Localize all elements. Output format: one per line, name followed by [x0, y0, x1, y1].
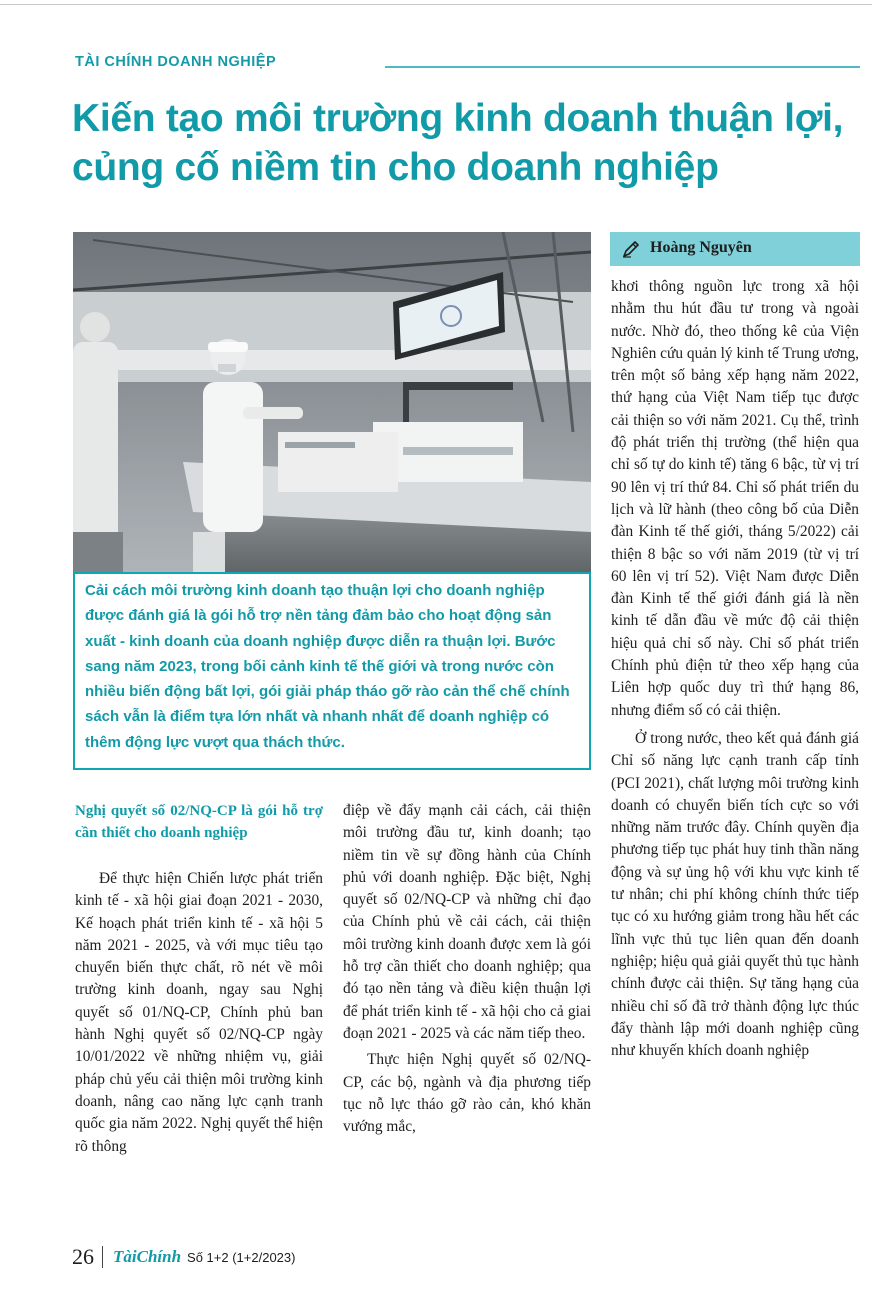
- col3-paragraph-2: Ở trong nước, theo kết quả đánh giá Chỉ số năng lực cạnh tranh cấp tỉnh (PCI 2021), chất lượng môi trường kinh doanh có chuyển biến tích cực so với những năm trước đây. Chính quyền địa phương tiếp tục phát huy tinh thần năng động và sự ủng hộ với khu vực kinh tế tư nhân; chi phí không chính thức tiếp tục có xu hướng giảm trong hầu hết các lĩnh vực thủ tục liên quan đến doanh nghiệp; hiệu quả giải quyết thủ tục hành chính được cải thiện. Sự tăng hạng của nhiều chỉ số đã trở thành động lực thúc đẩy thành lập mới doanh nghiệp cũng như khuyến khích doanh nghiệp: [611, 729, 859, 1060]
- author-box: [610, 232, 860, 266]
- magazine-logo: TàiChính: [113, 1247, 182, 1266]
- col2-paragraph-2: Thực hiện Nghị quyết số 02/NQ-CP, các bộ, ngành và địa phương tiếp tục nỗ lực tháo gỡ rào cản, khó khăn vướng mắc,: [343, 1051, 591, 1136]
- factory-photo: [73, 232, 591, 574]
- lede-box: [73, 572, 591, 770]
- title-line-2: củng cố niềm tin cho doanh nghiệp: [72, 146, 719, 189]
- footer-divider: [102, 1246, 103, 1268]
- issue-number: Số 1+2 (1+2/2023): [187, 1249, 296, 1265]
- column-2: [343, 800, 591, 1138]
- column-3: [611, 276, 859, 1062]
- page-number: 26: [72, 1244, 94, 1269]
- page-footer: [72, 1242, 295, 1272]
- column-1: [75, 868, 323, 1158]
- title-line-1: Kiến tạo môi trường kinh doanh thuận lợi,: [72, 97, 844, 140]
- pen-icon: [622, 240, 640, 258]
- author-name: Hoàng Nguyên: [650, 239, 752, 256]
- col2-paragraph-1: điệp về đẩy mạnh cải cách, cải thiện môi trường đầu tư, kinh doanh; tạo niềm tin về sự đồng hành của Chính phủ với doanh nghiệp. Đặc biệt, Nghị quyết số 02/NQ-CP và những chỉ đạo của Chính phủ về cải cách, cải thiện môi trường kinh doanh được xem là gói hỗ trợ cần thiết cho doanh nghiệp; qua đó tạo nền tảng và điều kiện thuận lợi để phát triển kinh tế - xã hội cho cả giai đoạn 2021 - 2025 và các năm tiếp theo.: [343, 802, 591, 1042]
- lede-text: Cải cách môi trường kinh doanh tạo thuận lợi cho doanh nghiệp được đánh giá là gói hỗ trợ nền tảng đảm bảo cho hoạt động sản xuất - kinh doanh của doanh nghiệp được diễn ra thuận lợi. Bước sang năm 2023, trong bối cảnh kinh tế thế giới và trong nước còn nhiều biến động bất lợi, gói giải pháp tháo gỡ rào cản thể chế chính sách vẫn là điểm tựa lớn nhất và nhanh nhất để doanh nghiệp có thêm động lực vượt qua thách thức.: [85, 582, 570, 751]
- subheading: Nghị quyết số 02/NQ-CP là gói hỗ trợ cần thiết cho doanh nghiệp: [75, 803, 323, 841]
- col1-paragraph-1: Để thực hiện Chiến lược phát triển kinh tế - xã hội giai đoạn 2021 - 2030, Kế hoạch phát triển kinh tế - xã hội 5 năm 2021 - 2025, và với mục tiêu tạo chuyển biến thực chất, rõ nét về môi trường kinh doanh, ngay sau Nghị quyết số 01/NQ-CP, Chính phủ ban hành Nghị quyết số 02/NQ-CP ngày 10/01/2022 về những nhiệm vụ, giải pháp chủ yếu cải thiện môi trường kinh doanh, nâng cao năng lực cạnh tranh quốc gia năm 2022. Nghị quyết thể hiện rõ thông: [75, 870, 323, 1155]
- section-rule: [385, 66, 860, 68]
- section-label: TÀI CHÍNH DOANH NGHIỆP: [75, 54, 277, 70]
- factory-illustration: [73, 232, 591, 574]
- top-rule: [0, 4, 872, 5]
- article-title: [72, 94, 862, 192]
- col3-paragraph-1: khơi thông nguồn lực trong xã hội nhằm thu hút đầu tư trong và ngoài nước. Nhờ đó, theo thống kê của Viện Nghiên cứu quản lý kinh tế Trung ương, trên một số bảng xếp hạng năm 2022, thứ hạng của Việt Nam tiếp tục được cải thiện so với năm 2021. Cụ thể, trình độ phát triển thị trường (thể hiện qua chỉ số tự do kinh tế) tăng 6 bậc, từ vị trí 90 lên vị trí thứ 84. Chỉ số phát triển du lịch và lữ hành (theo công bố của Diễn đàn Kinh tế thế giới, tháng 5/2022) cải thiện 8 bậc so với năm 2019 (từ vị trí 60 lên vị trí 52). Việt Nam được Diễn đàn Kinh tế thế giới đánh giá là nền kinh tế dẫn đầu về mức độ cải thiện hiệu quả chỉ số này. Chỉ số phát triển Chính phủ điện tử theo xếp hạng của Liên hợp quốc duy trì thứ hạng 86, nhưng điểm số có cải thiện.: [611, 278, 859, 719]
